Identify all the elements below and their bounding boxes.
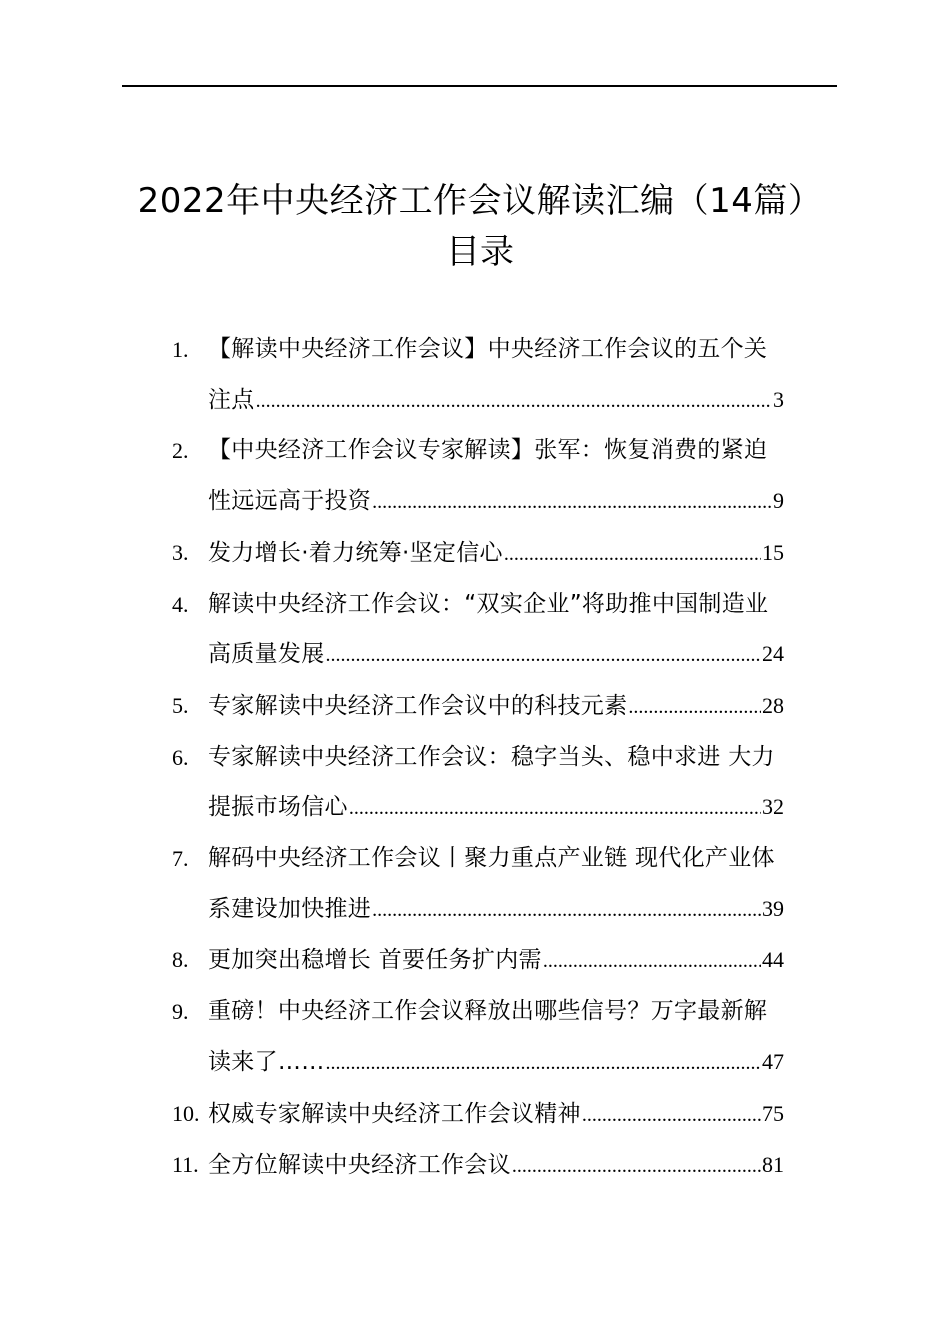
toc-entry-title: 权威专家解读中央经济工作会议精神 <box>208 1100 581 1127</box>
toc-entry-number: 1. <box>172 337 189 362</box>
toc-entry-title: 系建设加快推进 <box>208 895 372 922</box>
toc-page-number: 32 <box>762 794 784 820</box>
toc-entry-title: 解读中央经济工作会议：“双实企业”将助推中国制造业 <box>208 590 769 617</box>
toc-entry-title: 高质量发展 <box>208 641 325 668</box>
toc-entry[interactable] <box>172 1140 832 1192</box>
toc-entry-title: 解码中央经济工作会议丨聚力重点产业链 现代化产业体 <box>208 845 775 872</box>
toc-entry-number: 9. <box>172 999 189 1025</box>
toc-leader-dots <box>504 530 761 580</box>
toc-leader-dots <box>372 886 761 936</box>
toc-entry-title: 专家解读中央经济工作会议中的科技元素 <box>208 692 628 719</box>
toc-page-number: 47 <box>762 1048 784 1074</box>
toc-entry[interactable] <box>172 580 832 681</box>
toc-entry-title: 【中央经济工作会议专家解读】张军：恢复消费的紧迫 <box>208 437 768 464</box>
toc-entry-number: 5. <box>172 692 189 718</box>
toc-entry-title: 注点 <box>208 386 255 413</box>
toc-entry-title: 读来了…… <box>208 1048 325 1075</box>
toc-entry-number: 4. <box>172 591 189 617</box>
toc-leader-dots <box>582 1091 761 1141</box>
toc-page-number: 39 <box>762 895 784 921</box>
toc-entry-number: 6. <box>172 744 189 770</box>
toc-entry[interactable] <box>172 987 832 1088</box>
toc-entry[interactable] <box>172 1089 832 1141</box>
table-of-contents <box>172 325 832 1192</box>
toc-leader-dots <box>326 631 762 681</box>
toc-page-number: 3 <box>773 386 784 412</box>
toc-entry-title: 性远远高于投资 <box>208 488 372 515</box>
toc-page-number: 24 <box>762 641 784 667</box>
toc-page-number: 28 <box>762 692 784 718</box>
toc-entry[interactable] <box>172 325 832 426</box>
toc-heading: 目录 <box>446 232 514 272</box>
toc-leader-dots <box>512 1142 761 1192</box>
toc-leader-dots <box>543 937 761 987</box>
toc-entry-number: 8. <box>172 947 189 973</box>
toc-entry-title: 提振市场信心 <box>208 794 348 821</box>
toc-entry[interactable] <box>172 834 832 935</box>
toc-page-number: 44 <box>762 947 784 973</box>
toc-entry-title: 重磅！中央经济工作会议释放出哪些信号？万字最新解 <box>208 998 768 1025</box>
toc-entry-number: 10. <box>172 1100 200 1126</box>
toc-leader-dots <box>628 683 761 733</box>
toc-leader-dots <box>349 784 761 834</box>
toc-entry[interactable] <box>172 935 832 987</box>
toc-page-number: 15 <box>762 539 784 565</box>
toc-page-number: 75 <box>762 1100 784 1126</box>
toc-entry-title: 【解读中央经济工作会议】中央经济工作会议的五个关 <box>208 336 768 362</box>
toc-leader-dots <box>256 377 772 427</box>
toc-leader-dots <box>372 478 772 528</box>
toc-entry-number: 2. <box>172 438 189 464</box>
document-title: 2022年中央经济工作会议解读汇编（14篇） <box>137 181 823 221</box>
toc-entry[interactable] <box>172 528 832 580</box>
toc-entry[interactable] <box>172 681 832 733</box>
toc-entry-number: 3. <box>172 539 189 565</box>
toc-entry-number: 11. <box>172 1152 199 1178</box>
header-rule <box>122 85 837 87</box>
toc-entry-title: 发力增长·着力统筹·坚定信心 <box>208 539 503 566</box>
toc-page-number: 81 <box>762 1152 784 1178</box>
toc-entry-number: 7. <box>172 846 189 872</box>
toc-entry-title: 全方位解读中央经济工作会议 <box>208 1152 511 1179</box>
toc-entry[interactable] <box>172 733 832 834</box>
toc-leader-dots <box>326 1039 762 1089</box>
toc-entry[interactable] <box>172 426 832 527</box>
toc-entry-title: 专家解读中央经济工作会议：稳字当头、稳中求进 大力 <box>208 743 775 770</box>
toc-page-number: 9 <box>773 488 784 514</box>
toc-entry-title: 更加突出稳增长 首要任务扩内需 <box>208 947 542 974</box>
